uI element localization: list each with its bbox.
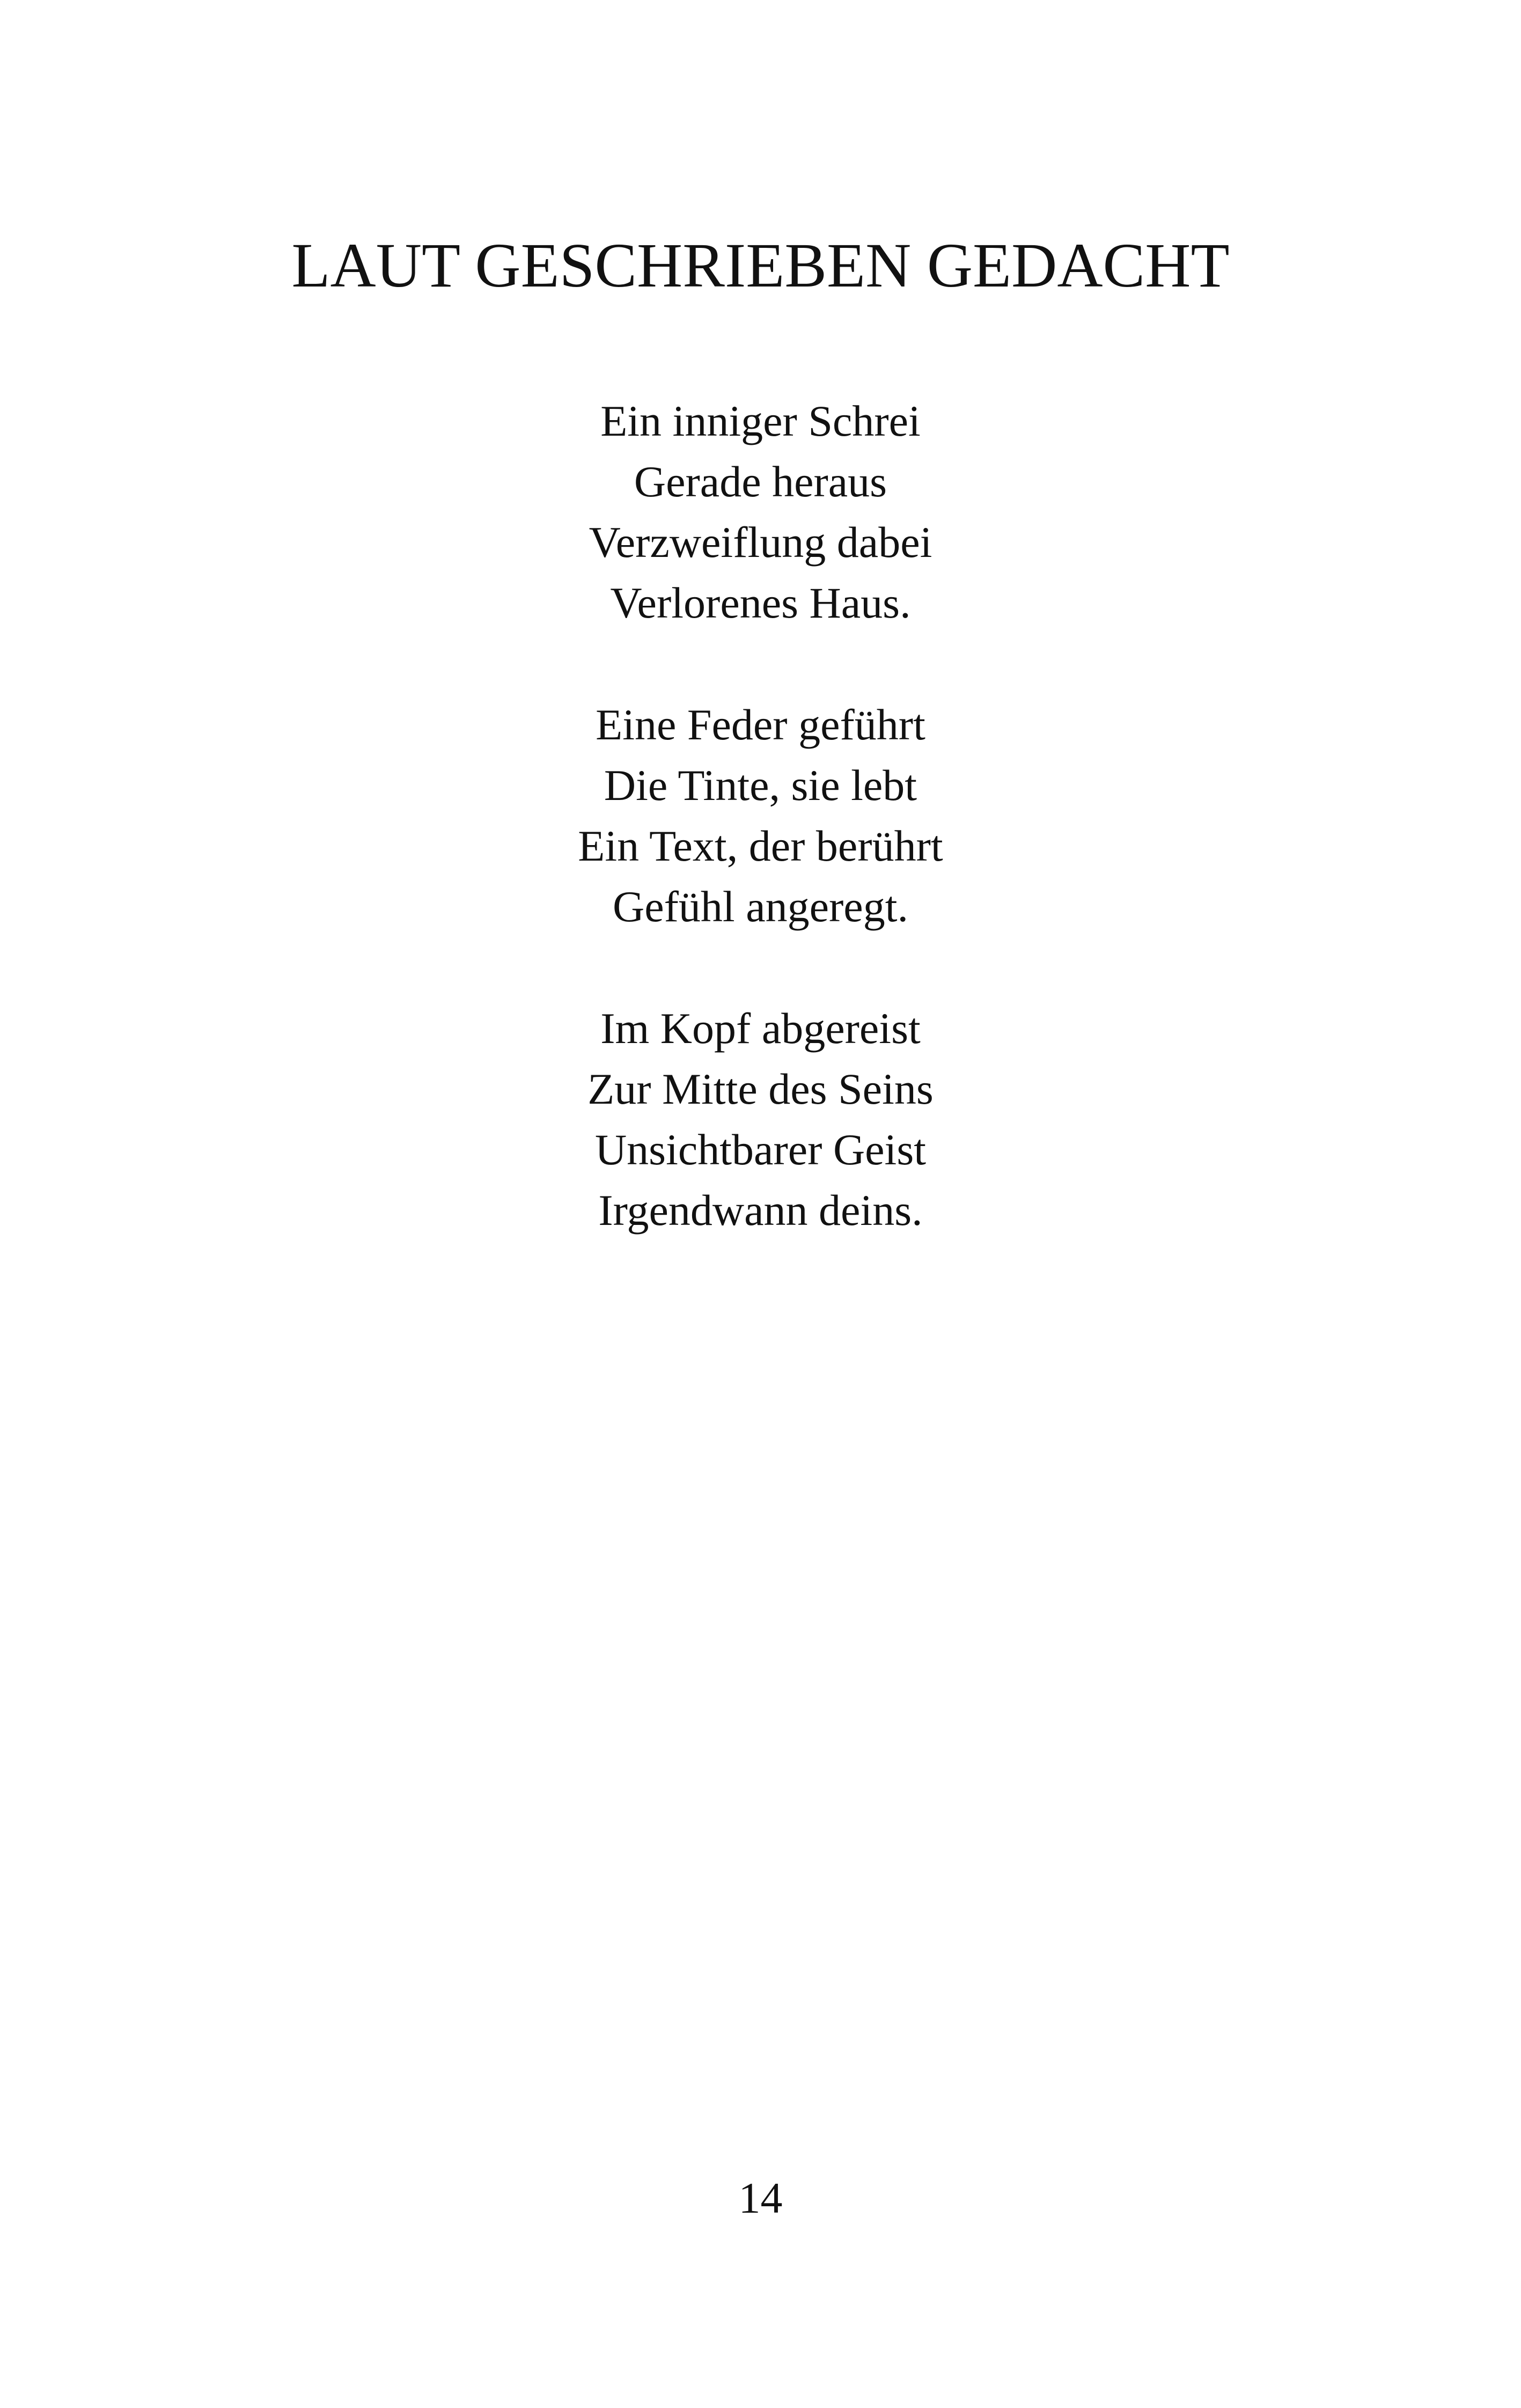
poem-line: Zur Mitte des Seins <box>587 1064 934 1113</box>
poem-line: Verlorenes Haus. <box>610 578 911 627</box>
page-number: 14 <box>738 2174 783 2222</box>
poem-line: Irgendwann deins. <box>598 1186 923 1235</box>
poem-line: Verzweiflung dabei <box>589 518 932 567</box>
poem-line: Eine Feder geführt <box>596 700 925 749</box>
poem-line: Ein inniger Schrei <box>600 397 921 445</box>
poem-line: Ein Text, der berührt <box>578 821 943 870</box>
poem-line: Gefühl angeregt. <box>613 882 908 931</box>
poem-line: Unsichtbarer Geist <box>594 1125 927 1174</box>
poem-line: Die Tinte, sie lebt <box>604 761 917 810</box>
poem-body <box>0 391 1521 1302</box>
stanza-3 <box>0 998 1521 1240</box>
poem-line: Gerade heraus <box>634 457 887 506</box>
stanza-1 <box>0 391 1521 633</box>
poem-title: LAUT GESCHRIEBEN GEDACHT <box>291 230 1230 300</box>
poem-line: Im Kopf abgereist <box>600 1004 921 1053</box>
stanza-2 <box>0 694 1521 937</box>
